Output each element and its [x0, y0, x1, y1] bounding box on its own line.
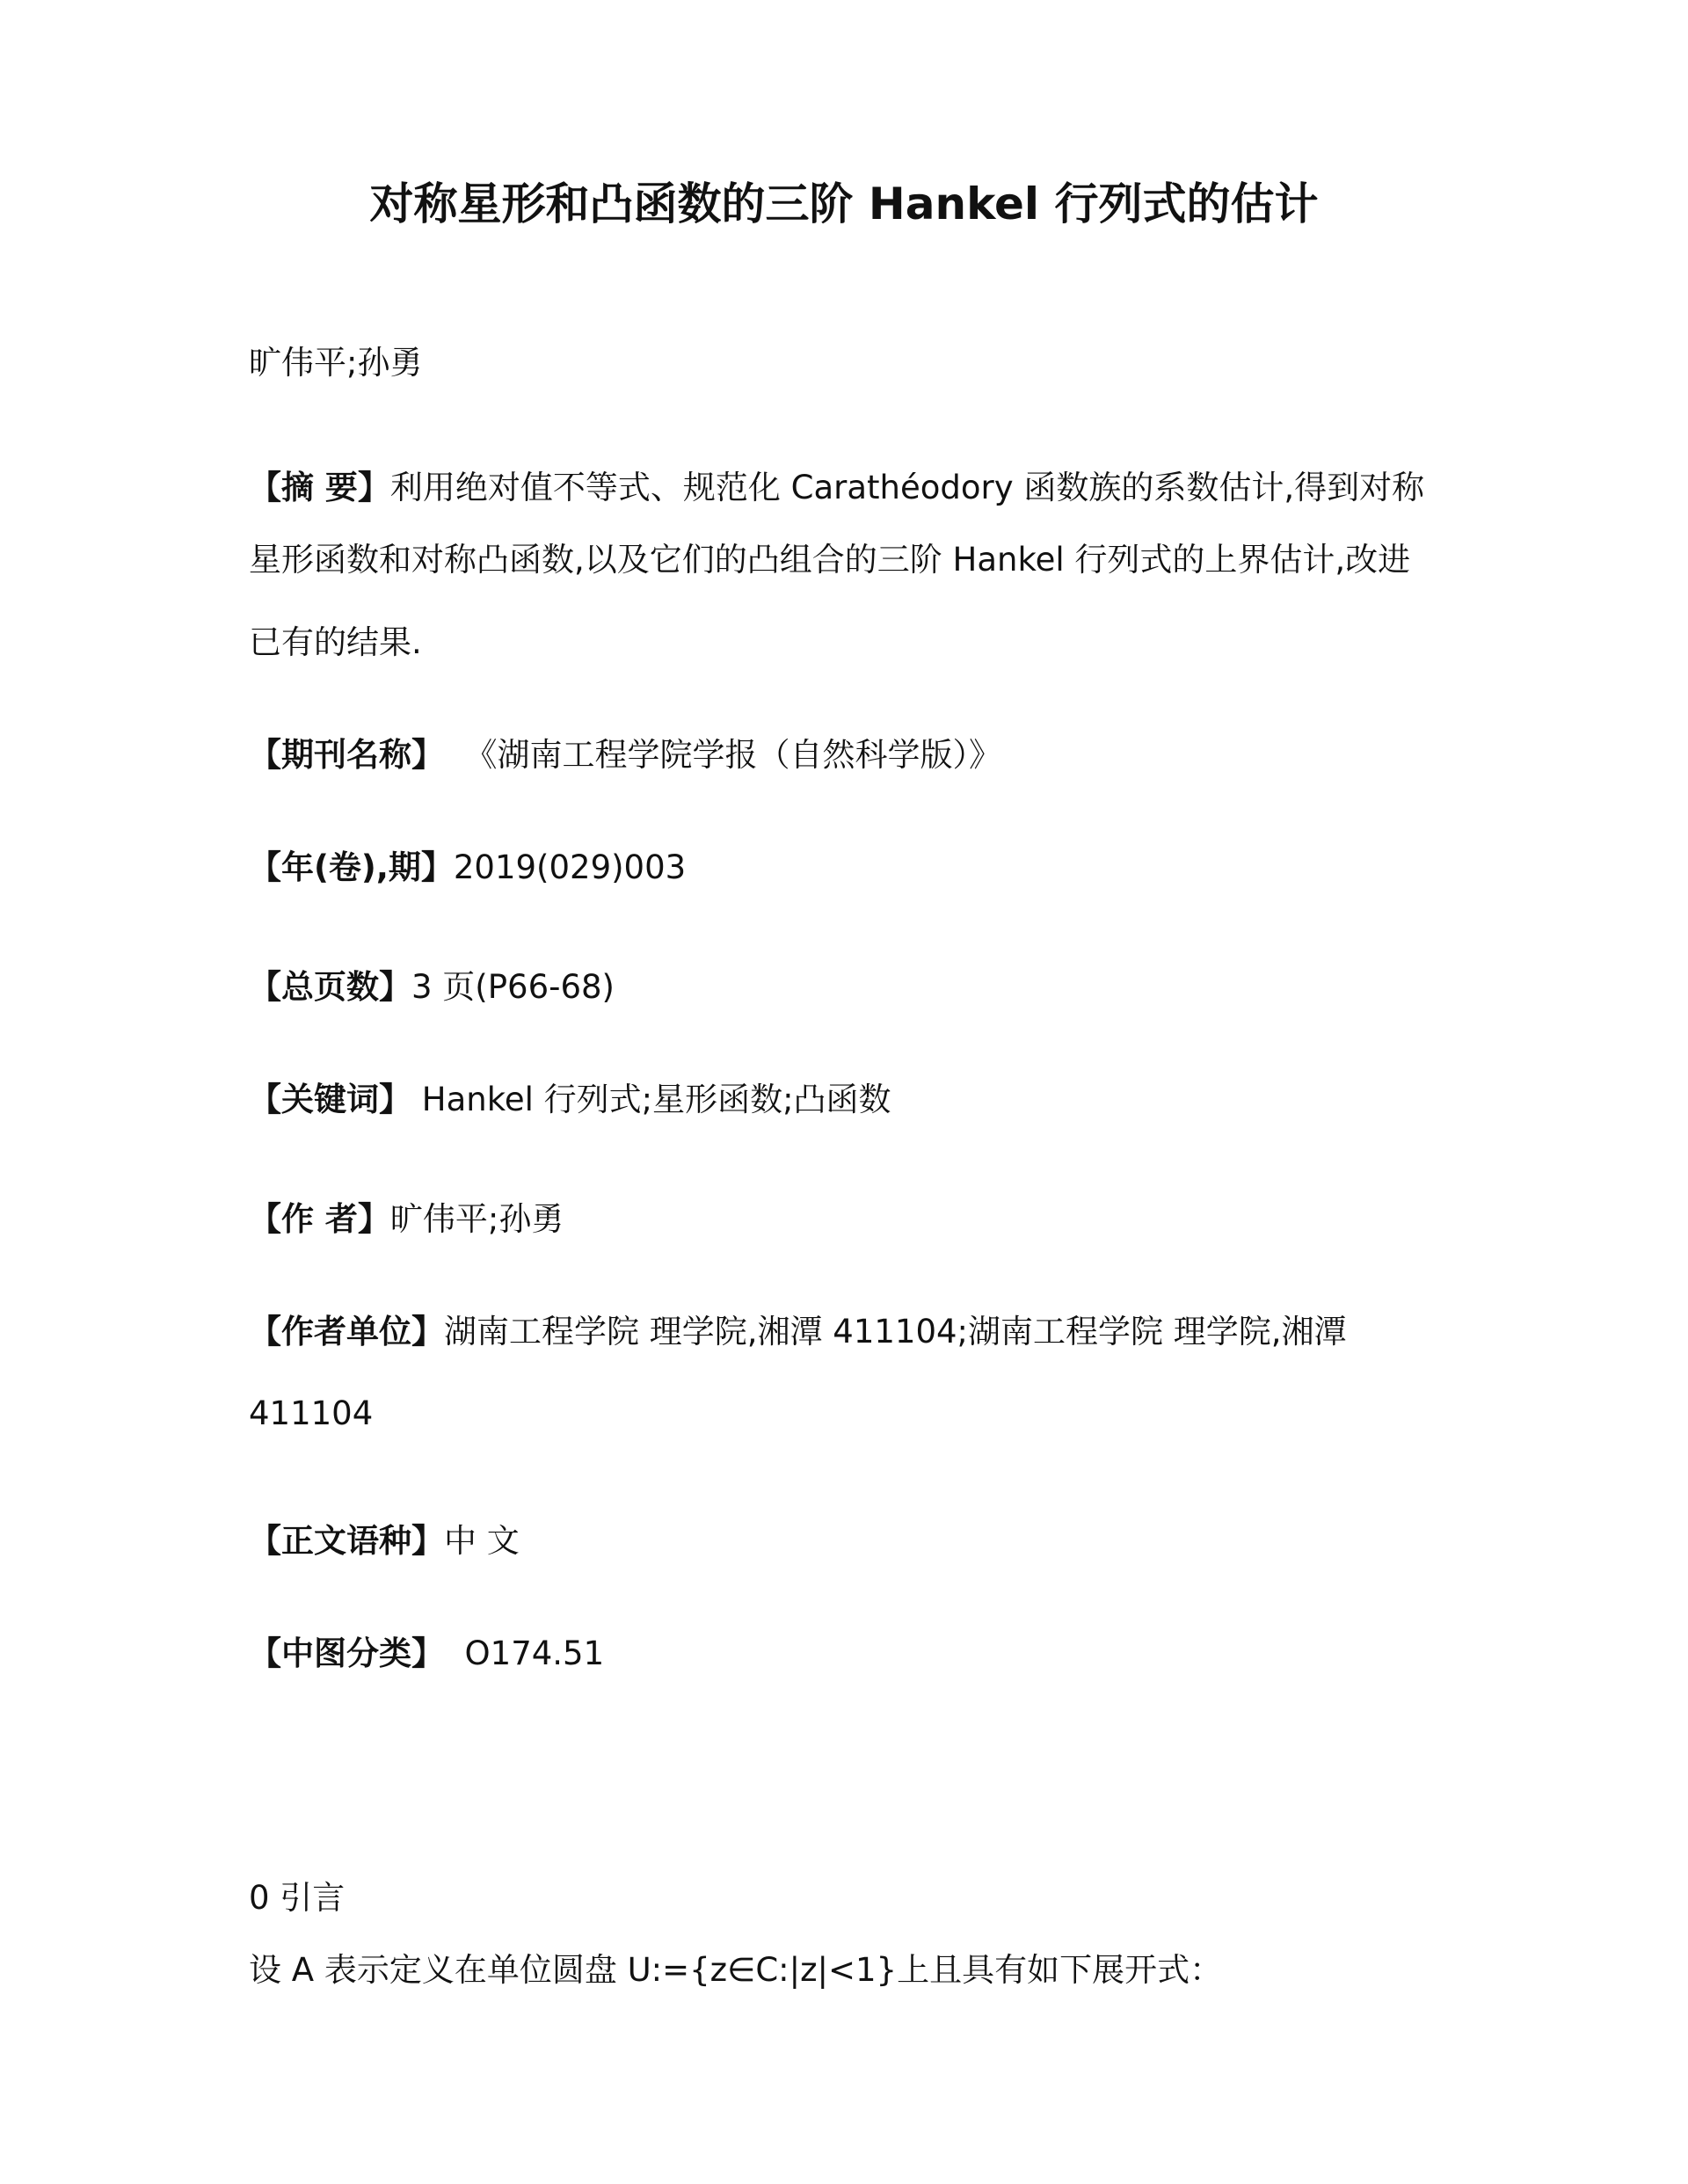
keywords-label: 【关键词】: [249, 1081, 411, 1118]
keywords-value: Hankel 行列式;星形函数;凸函数: [421, 1081, 891, 1118]
intro-line-1: 设 A 表示定义在单位圆盘 U:={z∈C:|z|<1}上且具有如下展开式：: [249, 1951, 1223, 1989]
classification-label: 【中图分类】: [249, 1634, 444, 1672]
author-label: 【作 者】: [249, 1200, 390, 1238]
affiliation-line-2: 411104: [249, 1394, 374, 1432]
abstract-text-1: 利用绝对值不等式、规范化 Carathéodory 函数族的系数估计,得到对称: [389, 469, 1425, 506]
classification-line: [249, 1627, 604, 1674]
abstract-line-2: 星形函数和对称凸函数,以及它们的凸组合的三阶 Hankel 行列式的上界估计,改进: [249, 541, 1411, 579]
journal-line: [249, 728, 1001, 775]
issue-label: 【年(卷),期】: [249, 848, 454, 886]
language-line: [249, 1514, 520, 1562]
keywords-line: [249, 1073, 891, 1120]
author-line: [249, 1192, 564, 1240]
classification-value: O174.51: [464, 1634, 605, 1672]
language-label: 【正文语种】: [249, 1522, 444, 1560]
affiliation-line-1: [249, 1305, 1347, 1352]
paper-title: 对称星形和凸函数的三阶 Hankel 行列式的估计: [369, 178, 1319, 229]
language-value: 中 文: [444, 1522, 520, 1560]
abstract-line-3: 已有的结果.: [249, 623, 422, 661]
affiliation-label: 【作者单位】: [249, 1313, 444, 1350]
journal-value: 《湖南工程学院学报（自然科学版）》: [464, 736, 1002, 774]
pages-line: [249, 960, 615, 1008]
abstract-label: 【摘 要】: [249, 469, 390, 506]
authors-line: 旷伟平;孙勇: [249, 344, 423, 382]
pages-label: 【总页数】: [249, 968, 411, 1006]
intro-heading: 0 引言: [249, 1879, 346, 1917]
issue-value: 2019(029)003: [453, 848, 687, 886]
author-value: 旷伟平;孙勇: [389, 1200, 564, 1238]
journal-label: 【期刊名称】: [249, 736, 444, 774]
affiliation-text-1: 湖南工程学院 理学院,湘潭 411104;湖南工程学院 理学院,湘潭: [444, 1313, 1347, 1350]
abstract-line-1: [249, 461, 1424, 508]
pages-value: 3 页(P66-68): [411, 968, 615, 1006]
issue-line: [249, 841, 686, 888]
